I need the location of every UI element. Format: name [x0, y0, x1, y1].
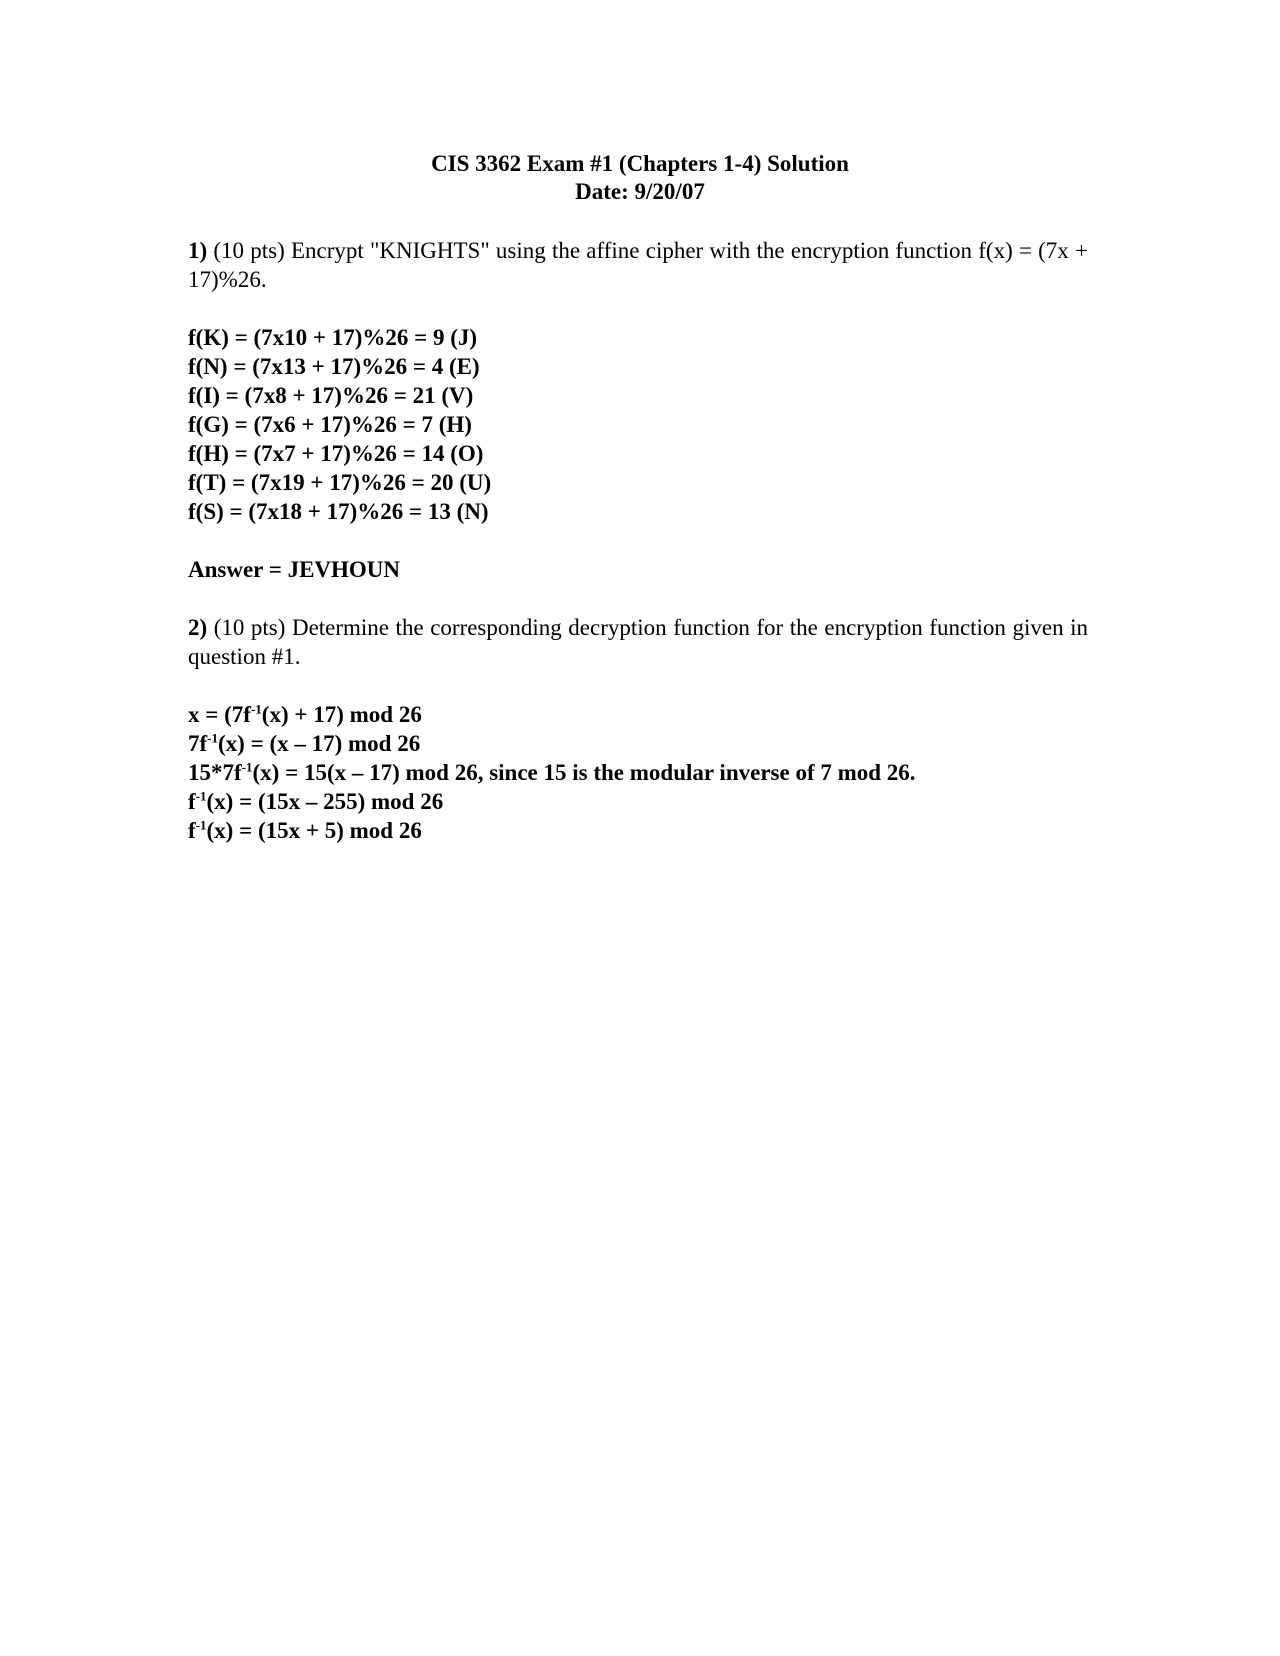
question-2-text: (10 pts) Determine the corresponding decryption function for the encryption function given in question #1. — [188, 615, 1088, 669]
question-1-answer: Answer = JEVHOUN — [188, 557, 401, 582]
question-1-number: 1) — [188, 238, 208, 263]
encryption-step: f(H) = (7x7 + 17)%26 = 14 (O) — [188, 441, 484, 466]
encryption-step: f(S) = (7x18 + 17)%26 = 13 (N) — [188, 499, 489, 524]
spacer — [188, 294, 1088, 323]
document-header — [0, 150, 1280, 206]
question-1-prompt — [188, 236, 1088, 294]
decryption-step: $f^{-1}(x) = (15x - 255)$ mod 26 — [188, 788, 444, 814]
decryption-step: $x = (7f^{-1}(x) + 17)$ mod 26 — [188, 701, 422, 727]
decryption-step: $15*7f^{-1}(x) = 15(x - 17)$ mod 26, since 15 is the modular inverse of 7 mod 26. — [188, 759, 916, 785]
document-body — [188, 236, 1088, 845]
decryption-step: $7f^{-1}(x) = (x - 17)$ mod 26 — [188, 730, 421, 756]
encryption-step: f(N) = (7x13 + 17)%26 = 4 (E) — [188, 354, 480, 379]
spacer — [188, 526, 1088, 555]
document-title: CIS 3362 Exam #1 (Chapters 1-4) Solution — [431, 151, 849, 176]
encryption-step: f(K) = (7x10 + 17)%26 = 9 (J) — [188, 325, 478, 350]
spacer — [188, 671, 1088, 700]
spacer — [188, 584, 1088, 613]
encryption-step: f(I) = (7x8 + 17)%26 = 21 (V) — [188, 383, 474, 408]
question-1-solution — [188, 323, 1088, 526]
document-date: Date: 9/20/07 — [575, 179, 705, 204]
encryption-step: f(G) = (7x6 + 17)%26 = 7 (H) — [188, 412, 472, 437]
question-2-solution — [188, 700, 1088, 845]
decryption-step: $f^{-1}(x) = (15x + 5)$ mod 26 — [188, 817, 422, 843]
question-2-prompt — [188, 613, 1088, 671]
question-1-text: (10 pts) Encrypt "KNIGHTS" using the affine cipher with the encryption function f(x) = (7x + 17)%26. — [188, 238, 1088, 292]
encryption-step: f(T) = (7x19 + 17)%26 = 20 (U) — [188, 470, 492, 495]
question-2-number: 2) — [188, 615, 208, 640]
